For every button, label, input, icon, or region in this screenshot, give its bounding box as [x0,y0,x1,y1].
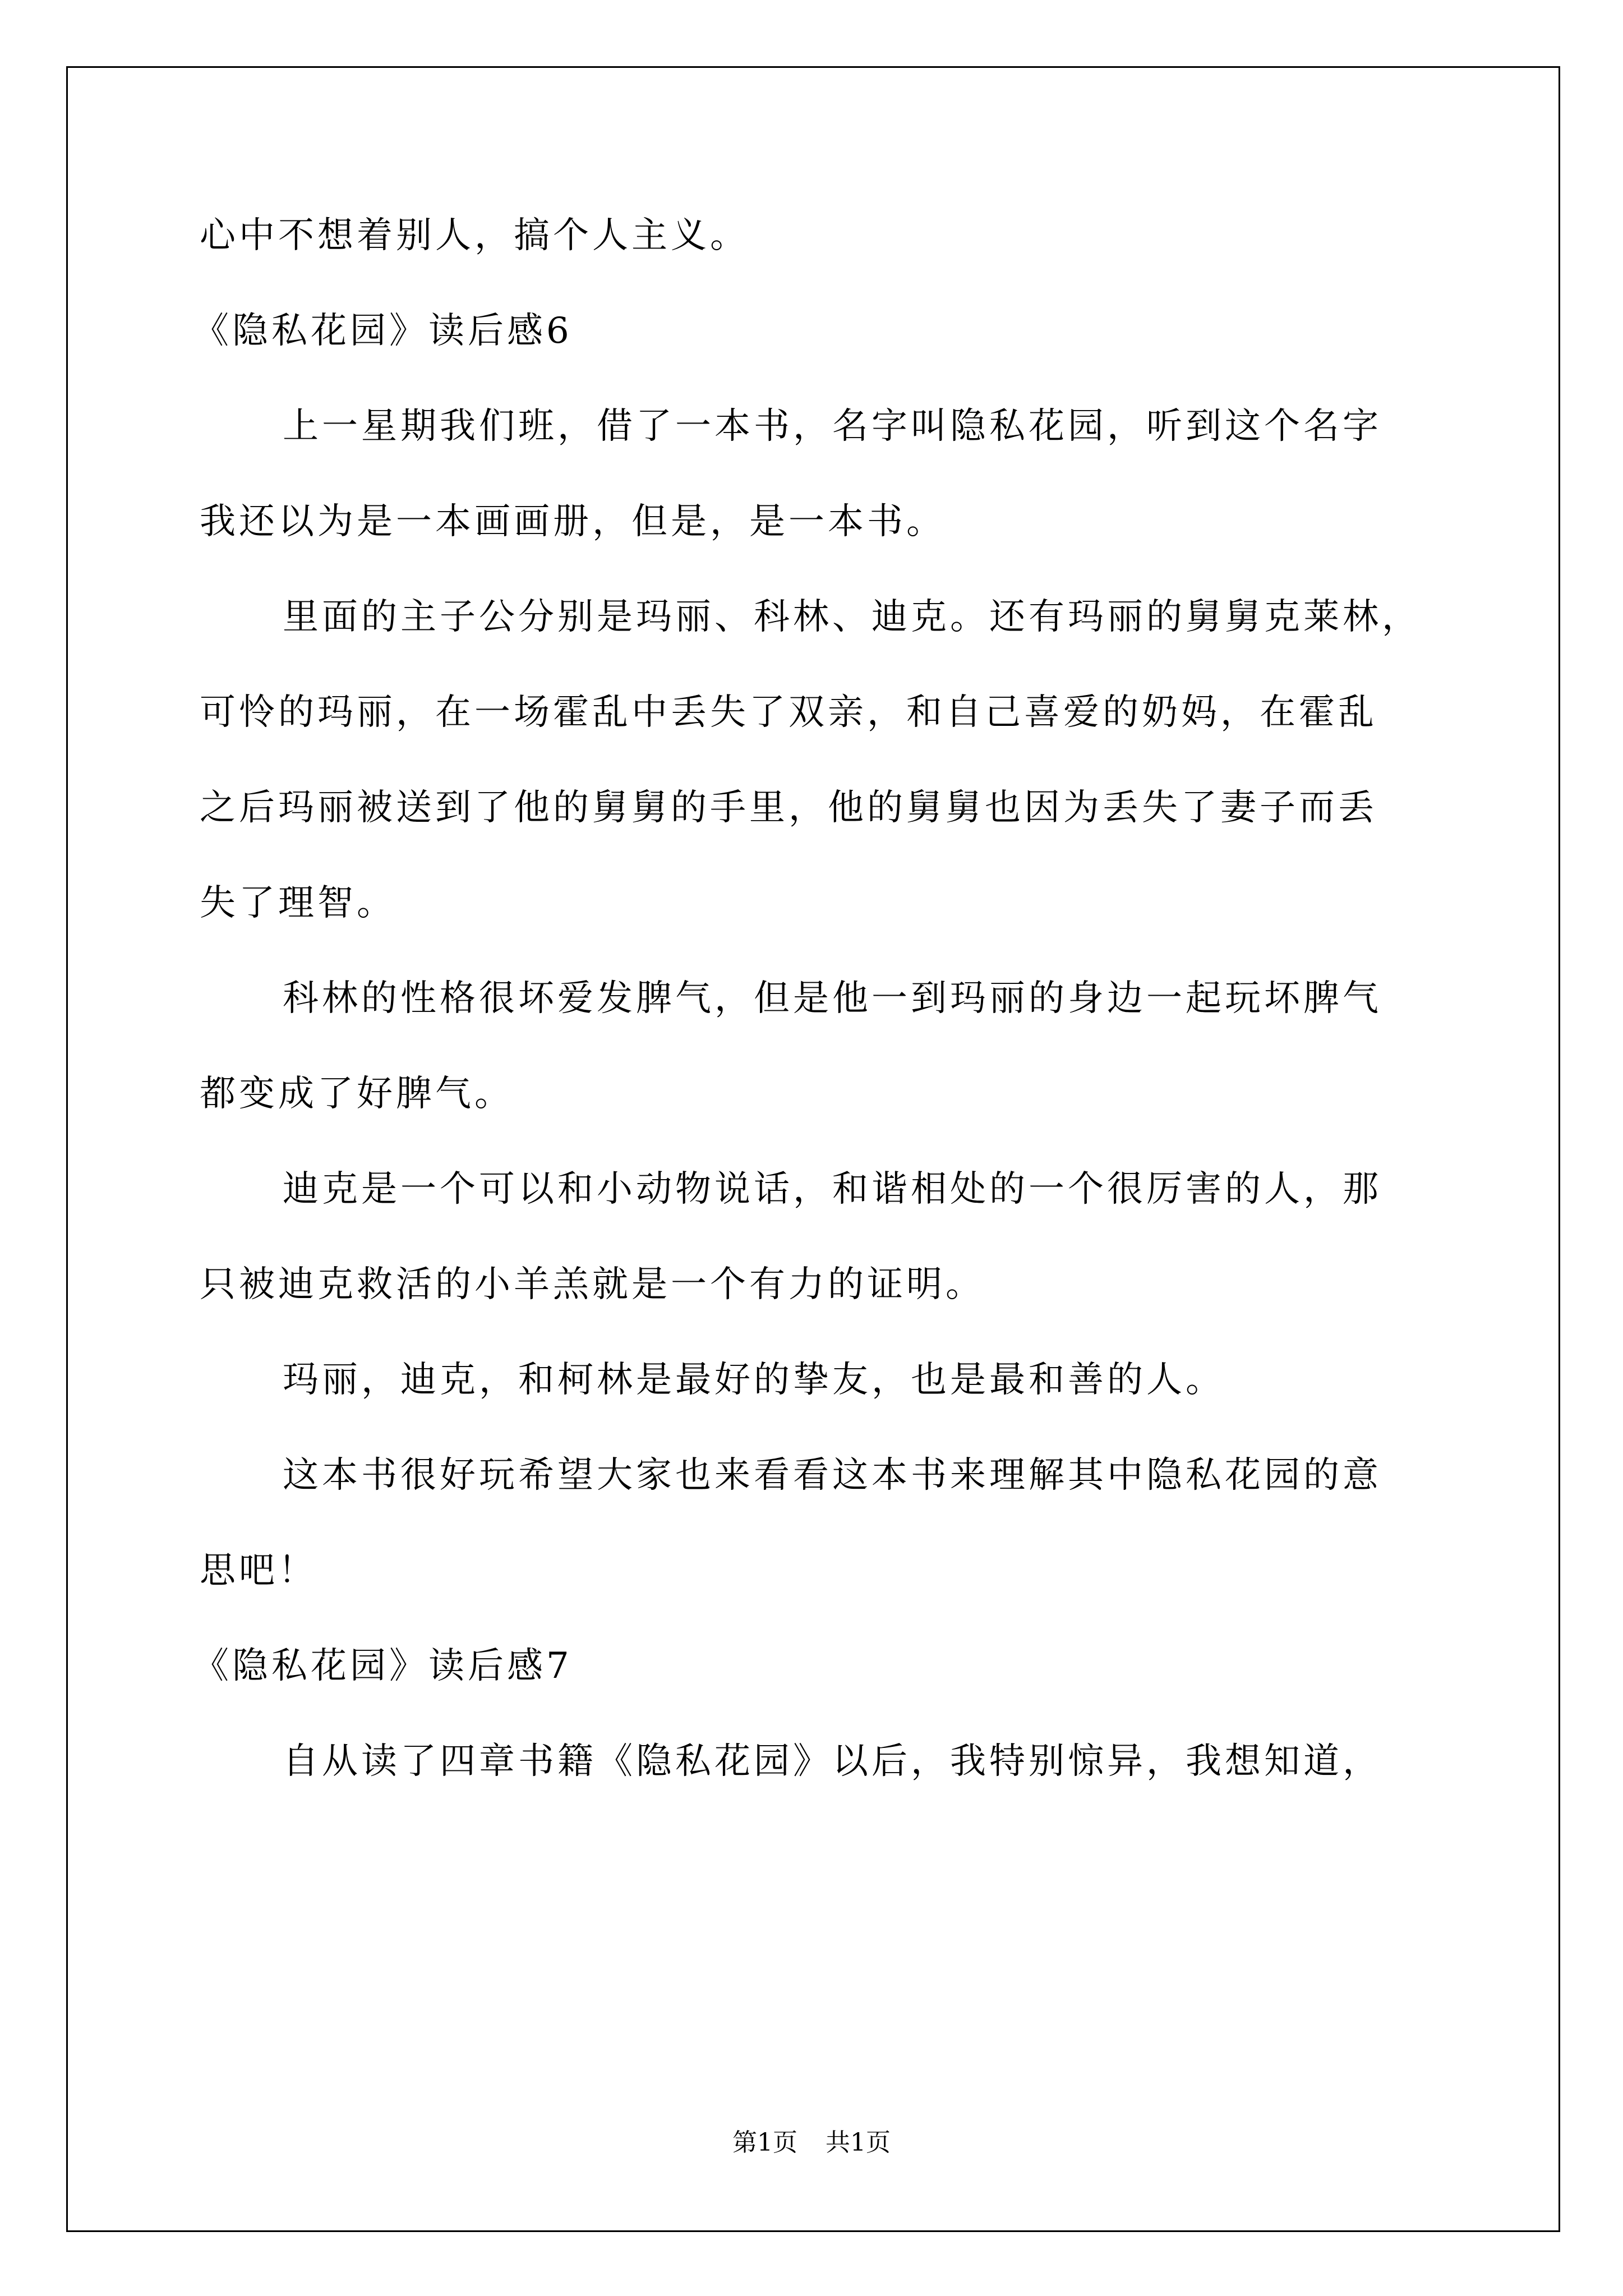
text-line-1: 心中不想着别人，搞个人主义。 [200,215,749,256]
text-line-6: 可怜的玛丽，在一场霍乱中丢失了双亲，和自己喜爱的奶妈，在霍乱 [200,692,1377,733]
section-heading-7: 《隐私花园》读后感7 [193,1645,573,1687]
text-line-10: 都变成了好脾气。 [200,1073,514,1115]
document-body [193,208,1433,1829]
section-heading-6: 《隐私花园》读后感6 [193,310,573,352]
page-footer [0,2126,1623,2160]
text-line-9: 科林的性格很坏爱发脾气，但是他一到玛丽的身边一起玩坏脾气 [283,978,1382,1019]
text-line-7: 之后玛丽被送到了他的舅舅的手里，他的舅舅也因为丢失了妻子而丢 [200,787,1377,829]
page-total: 共1页 [826,2128,891,2157]
text-line-15: 思吧！ [200,1550,317,1591]
text-line-12: 只被迪克救活的小羊羔就是一个有力的证明。 [200,1264,985,1305]
text-line-8: 失了理智。 [200,882,396,924]
text-line-4: 我还以为是一本画画册，但是，是一本书。 [200,501,946,542]
text-line-11: 迪克是一个可以和小动物说话，和谐相处的一个很厉害的人，那 [283,1168,1382,1210]
text-line-17: 自从读了四章书籍《隐私花园》以后，我特别惊异，我想知道， [283,1741,1382,1782]
text-line-5: 里面的主子公分别是玛丽、科林、迪克。还有玛丽的舅舅克莱林， [283,596,1421,638]
text-line-13: 玛丽，迪克，和柯林是最好的挚友，也是最和善的人。 [283,1359,1225,1401]
text-line-14: 这本书很好玩希望大家也来看看这本书来理解其中隐私花园的意 [283,1455,1382,1496]
text-line-3: 上一星期我们班，借了一本书，名字叫隐私花园，听到这个名字 [283,406,1382,447]
page-number: 第1页 [732,2128,797,2157]
